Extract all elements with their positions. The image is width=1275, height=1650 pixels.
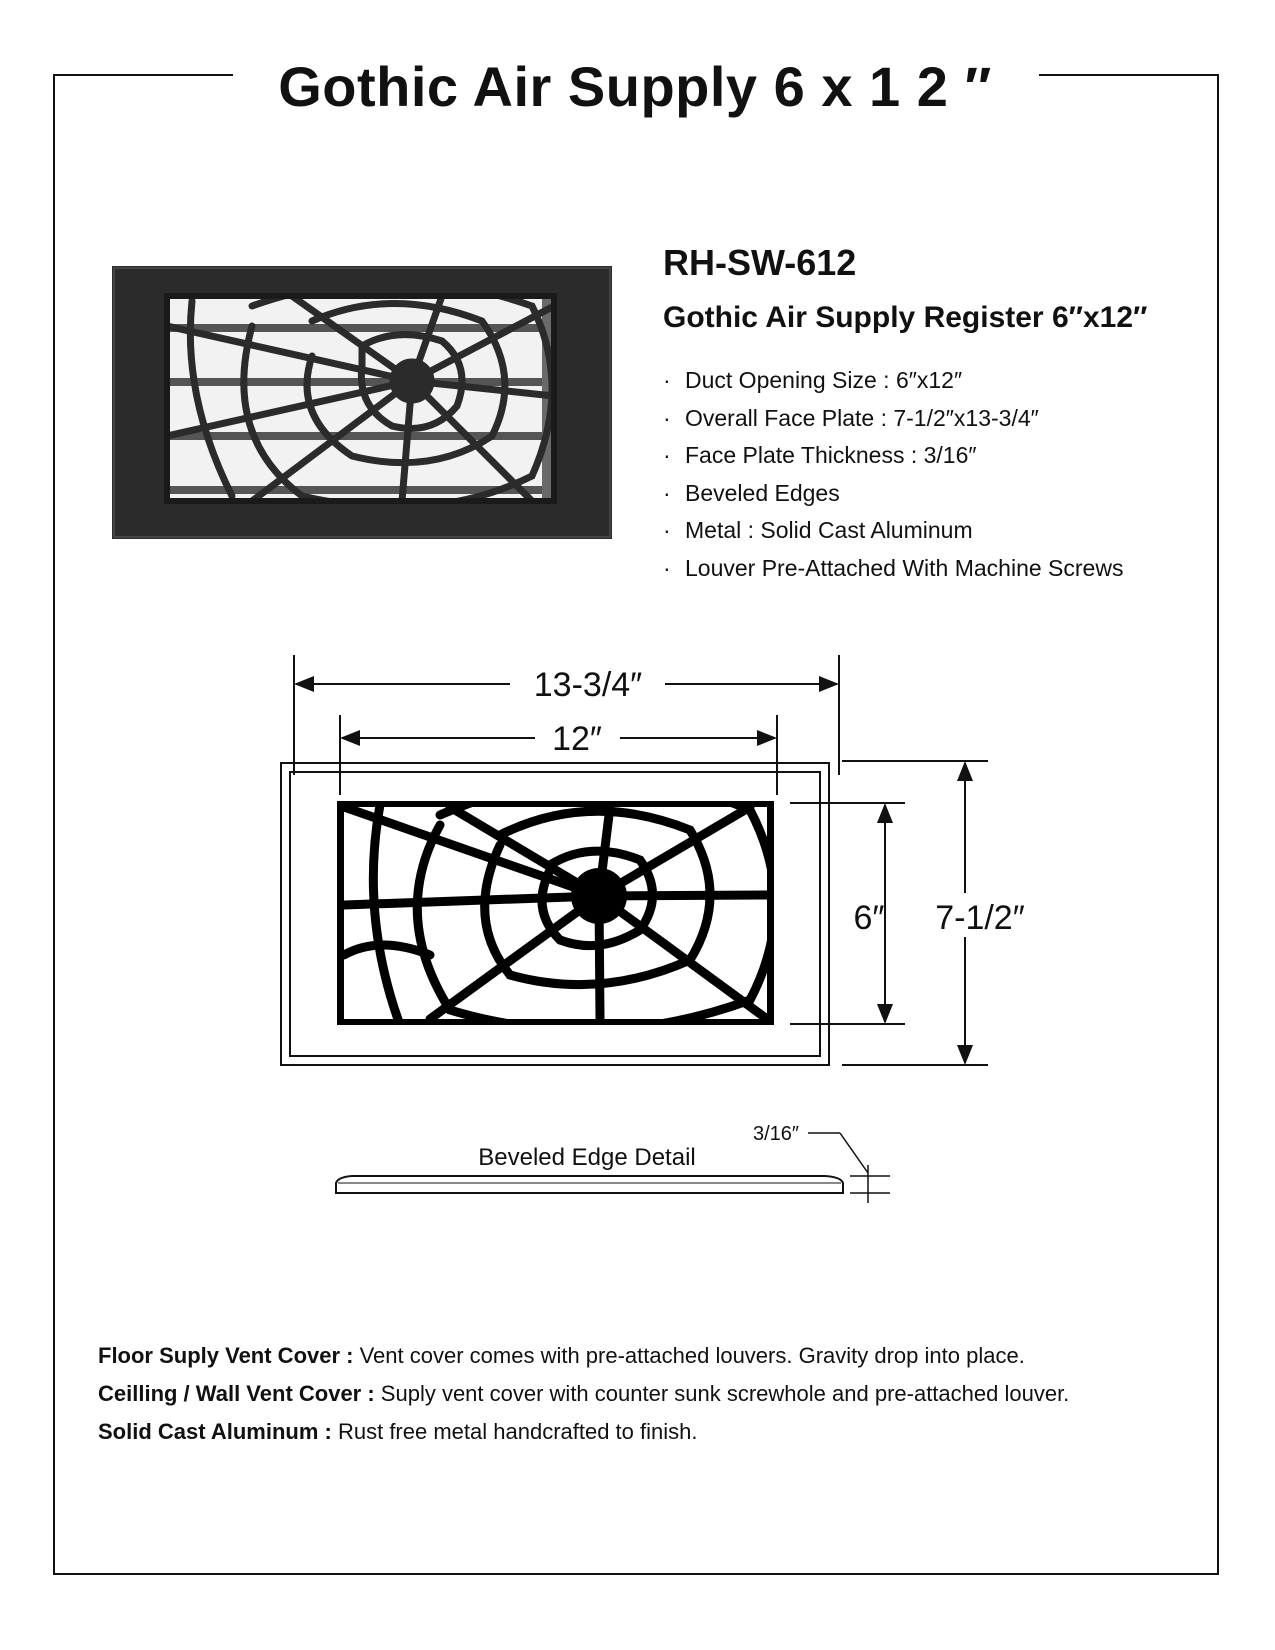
spec-item: · Beveled Edges — [663, 475, 1123, 513]
spec-item: · Face Plate Thickness : 3/16″ — [663, 437, 1123, 475]
spider-web-grille — [337, 779, 775, 1031]
page-title: Gothic Air Supply 6 x 1 2 ″ — [278, 55, 992, 118]
spec-item: · Duct Opening Size : 6″x12″ — [663, 362, 1123, 400]
duct-height-label: 6″ — [853, 899, 885, 937]
bullet-icon: · — [663, 554, 671, 581]
note-floor — [98, 1337, 1069, 1375]
overall-height-label: 7-1/2″ — [935, 899, 1025, 937]
product-model: RH-SW-612 — [663, 242, 857, 283]
dimension-diagram — [280, 655, 1060, 1275]
bullet-icon: · — [663, 404, 671, 431]
bevel-profile — [336, 1176, 843, 1193]
bullet-icon: · — [663, 442, 671, 468]
note-text: Vent cover comes with pre-attached louvers. Gravity drop into place. — [353, 1343, 1025, 1368]
bullet-icon: · — [663, 479, 671, 506]
thickness-leader-diagonal — [840, 1133, 868, 1173]
product-photo — [112, 266, 612, 539]
spec-item: · Louver Pre-Attached With Machine Screws — [663, 550, 1123, 588]
notes-section — [98, 1337, 1069, 1451]
overall-width-label: 13-3/4″ — [533, 666, 643, 704]
note-ceiling-wall — [98, 1375, 1069, 1413]
spec-list — [663, 362, 1123, 587]
note-label: Ceilling / Wall Vent Cover : — [98, 1381, 375, 1406]
note-label: Floor Suply Vent Cover : — [98, 1343, 354, 1368]
spec-item: · Overall Face Plate : 7-1/2″x13-3/4″ — [663, 400, 1123, 438]
note-text: Suply vent cover with counter sunk screwhole and pre-attached louver. — [374, 1381, 1070, 1406]
bullet-icon: · — [663, 367, 671, 393]
bullet-icon: · — [663, 517, 671, 543]
thickness-label: 3/16″ — [752, 1123, 800, 1145]
product-name: Gothic Air Supply Register 6″x12″ — [663, 301, 1148, 334]
bevel-detail-title: Beveled Edge Detail — [478, 1144, 696, 1171]
spec-item: · Metal : Solid Cast Aluminum — [663, 512, 1123, 550]
duct-width-label: 12″ — [552, 720, 602, 758]
note-material — [98, 1413, 1069, 1451]
note-label: Solid Cast Aluminum : — [98, 1419, 332, 1444]
note-text: Rust free metal handcrafted to finish. — [331, 1419, 698, 1444]
